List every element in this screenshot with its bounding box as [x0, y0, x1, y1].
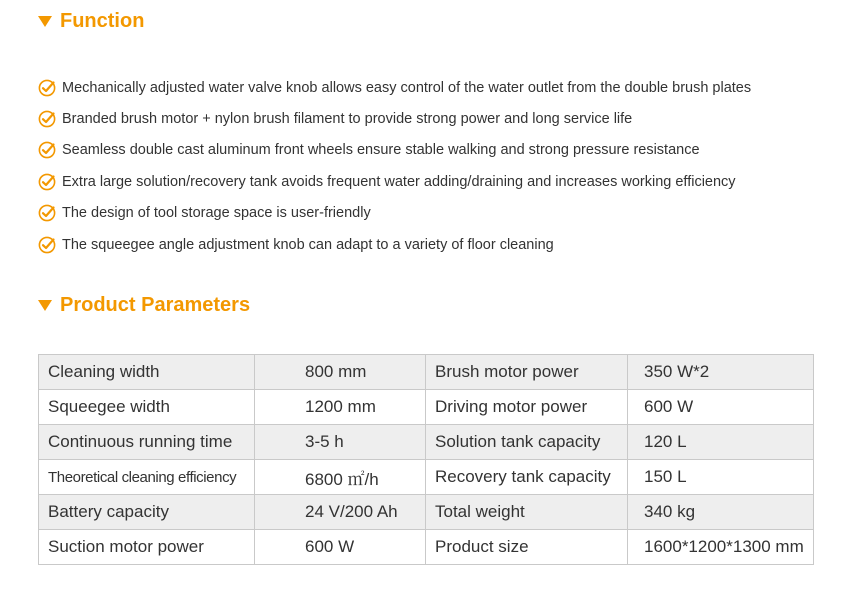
params-heading [38, 294, 250, 317]
check-circle-icon [38, 173, 56, 191]
param-value: 600 W [628, 390, 814, 425]
param-value: 600 W [255, 530, 426, 565]
param-label: Squeegee width [39, 390, 255, 425]
feature-text: Extra large solution/recovery tank avoids frequent water adding/draining and increases working efficiency [62, 173, 736, 190]
param-value: 1600*1200*1300 mm [628, 530, 814, 565]
feature-text: Branded brush motor + nylon brush filament to provide strong power and long service life [62, 111, 633, 128]
param-value: 120 L [628, 425, 814, 460]
table-row [39, 390, 814, 425]
feature-text: Seamless double cast aluminum front wheels ensure stable walking and strong pressure resistance [62, 142, 700, 159]
param-label: Solution tank capacity [426, 425, 628, 460]
triangle-down-icon [38, 16, 52, 27]
table-row [39, 530, 814, 565]
param-label: Suction motor power [39, 530, 255, 565]
param-value: 340 kg [628, 495, 814, 530]
param-value: 24 V/200 Ah [255, 495, 426, 530]
param-value: 150 L [628, 460, 814, 495]
list-item [38, 103, 751, 134]
table-row [39, 460, 814, 495]
check-circle-icon [38, 141, 56, 159]
list-item [38, 166, 751, 197]
param-label: Battery capacity [39, 495, 255, 530]
check-circle-icon [38, 79, 56, 97]
param-label: Continuous running time [39, 425, 255, 460]
function-heading [38, 10, 144, 33]
feature-text: The squeegee angle adjustment knob can adapt to a variety of floor cleaning [62, 236, 554, 253]
check-circle-icon [38, 204, 56, 222]
table-row [39, 495, 814, 530]
check-circle-icon [38, 110, 56, 128]
param-value: 1200 mm [255, 390, 426, 425]
param-label: Brush motor power [426, 355, 628, 390]
param-label: Recovery tank capacity [426, 460, 628, 495]
param-value: 350 W*2 [628, 355, 814, 390]
feature-text: Mechanically adjusted water valve knob allows easy control of the water outlet from the double brush plates [62, 79, 752, 96]
triangle-down-icon [38, 300, 52, 311]
params-title: Product Parameters [60, 294, 251, 316]
list-item [38, 198, 751, 229]
feature-list [38, 72, 751, 260]
table-row [39, 355, 814, 390]
param-label: Driving motor power [426, 390, 628, 425]
table-row [39, 425, 814, 460]
function-title: Function [60, 10, 145, 32]
param-label: Theoretical cleaning efficiency [39, 460, 255, 495]
param-value: 800 mm [255, 355, 426, 390]
param-label: Total weight [426, 495, 628, 530]
check-circle-icon [38, 236, 56, 254]
list-item [38, 229, 751, 260]
param-label: Cleaning width [39, 355, 255, 390]
feature-text: The design of tool storage space is user-friendly [62, 205, 371, 222]
param-label: Product size [426, 530, 628, 565]
param-value: 3-5 h [255, 425, 426, 460]
params-table [38, 354, 814, 565]
param-value: 6800 ㎡/h [255, 460, 426, 495]
list-item [38, 135, 751, 166]
list-item [38, 72, 751, 103]
